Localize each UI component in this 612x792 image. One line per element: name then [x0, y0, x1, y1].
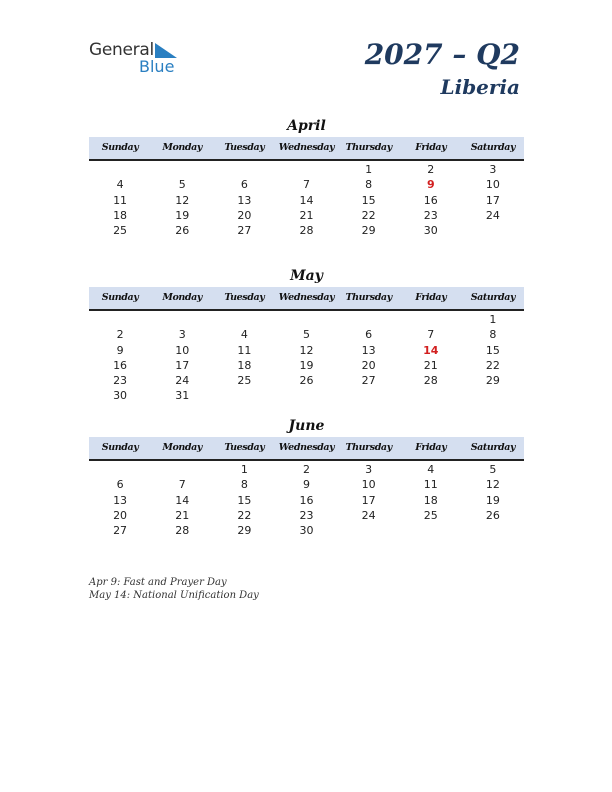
- day-cell: 2: [427, 163, 435, 176]
- day-cell: [462, 523, 524, 538]
- logo: [89, 40, 189, 76]
- day-cell: 11: [113, 193, 128, 207]
- day-cell: 12: [299, 343, 314, 357]
- day-cell: [89, 162, 151, 177]
- day-cell: 28: [175, 524, 190, 538]
- day-cell: 21: [175, 508, 190, 522]
- day-cell: 2: [302, 463, 310, 476]
- day-cell: [275, 388, 337, 403]
- title-block: [365, 38, 520, 100]
- week-row: [89, 523, 524, 538]
- day-cell: [400, 523, 462, 538]
- day-cell: 28: [299, 224, 314, 238]
- day-cell: 15: [485, 343, 500, 357]
- week-row: [89, 477, 524, 492]
- weekday-label: Friday: [415, 142, 447, 153]
- day-cell: [151, 462, 213, 477]
- day-cell: 17: [485, 193, 500, 207]
- day-cell: 6: [116, 478, 124, 492]
- week-row: [89, 343, 524, 358]
- day-cell: 19: [175, 208, 190, 222]
- holiday-note: Apr 9: Fast and Prayer Day: [89, 577, 227, 588]
- week-row: [89, 388, 524, 403]
- day-cell: [213, 388, 275, 403]
- day-cell: 14: [299, 193, 314, 207]
- weekday-label: Friday: [415, 442, 447, 453]
- day-cell: 5: [489, 463, 497, 476]
- day-cell: 18: [423, 493, 438, 507]
- weekday-label: Tuesday: [224, 442, 265, 453]
- weekday-header: [89, 287, 524, 311]
- day-cell: 25: [113, 224, 128, 238]
- weekday-label: Wednesday: [278, 442, 335, 453]
- day-cell: 10: [361, 478, 376, 492]
- weekday-label: Saturday: [470, 442, 516, 453]
- day-cell: 24: [175, 374, 190, 388]
- month-calendar-1: [89, 267, 524, 404]
- weekday-label: Saturday: [470, 292, 516, 303]
- page-title: 2027 – Q2: [364, 38, 520, 71]
- weekday-label: Sunday: [101, 142, 139, 153]
- day-cell: 26: [299, 374, 314, 388]
- day-cell: 13: [361, 343, 376, 357]
- holiday-note: May 14: National Unification Day: [89, 590, 259, 601]
- day-cell: [151, 312, 213, 327]
- day-cell: 7: [178, 478, 186, 492]
- day-cell: [338, 388, 400, 403]
- logo-general-text: General: [89, 40, 154, 60]
- day-cell: 28: [423, 374, 438, 388]
- day-cell: 8: [489, 328, 497, 342]
- day-cell: [275, 312, 337, 327]
- weekday-label: Thursday: [345, 142, 392, 153]
- day-cell: 15: [237, 493, 252, 507]
- day-cell: [275, 162, 337, 177]
- week-row: [89, 312, 524, 327]
- weekday-label: Thursday: [345, 442, 392, 453]
- day-cell: 6: [365, 328, 373, 342]
- month-name: June: [288, 418, 325, 434]
- month-name: May: [290, 268, 323, 284]
- week-row: [89, 358, 524, 373]
- logo-blue-text: Blue: [139, 57, 175, 76]
- day-cell: 31: [175, 389, 190, 403]
- day-cell: 5: [302, 328, 310, 342]
- week-row: [89, 177, 524, 192]
- day-cell: 27: [361, 374, 376, 388]
- week-row: [89, 208, 524, 223]
- day-cell: [89, 462, 151, 477]
- country-name: Liberia: [440, 75, 520, 99]
- day-cell: 26: [485, 508, 500, 522]
- day-cell: 11: [237, 343, 252, 357]
- day-cell: 2: [116, 328, 124, 342]
- day-cell: 29: [485, 374, 500, 388]
- holiday-day-cell: 14: [423, 343, 439, 357]
- day-cell: 14: [175, 493, 190, 507]
- day-cell: 23: [423, 208, 438, 222]
- week-row: [89, 493, 524, 508]
- day-cell: 16: [113, 358, 128, 372]
- day-cell: 16: [423, 193, 438, 207]
- day-cell: 1: [240, 463, 248, 476]
- day-cell: [400, 388, 462, 403]
- day-cell: 10: [175, 343, 190, 357]
- day-cell: 22: [237, 508, 252, 522]
- day-cell: 1: [365, 163, 373, 176]
- weekday-label: Monday: [162, 142, 203, 153]
- day-cell: 29: [361, 224, 376, 238]
- day-cell: 21: [423, 358, 438, 372]
- day-cell: 22: [361, 208, 376, 222]
- day-cell: 8: [240, 478, 248, 492]
- week-row: [89, 508, 524, 523]
- day-cell: 20: [361, 358, 376, 372]
- month-calendar-2: [89, 417, 524, 538]
- day-cell: 26: [175, 224, 190, 238]
- holiday-notes: [89, 576, 259, 602]
- day-cell: 21: [299, 208, 314, 222]
- day-cell: 4: [427, 463, 435, 476]
- day-cell: 24: [485, 208, 500, 222]
- day-cell: 24: [361, 508, 376, 522]
- week-row: [89, 462, 524, 477]
- day-cell: 27: [237, 224, 252, 238]
- day-cell: 18: [113, 208, 128, 222]
- day-cell: [400, 312, 462, 327]
- day-cell: 3: [489, 163, 497, 176]
- day-cell: [213, 162, 275, 177]
- weekday-label: Monday: [162, 442, 203, 453]
- weekday-label: Tuesday: [224, 142, 265, 153]
- day-cell: 9: [116, 343, 124, 357]
- day-cell: [462, 223, 524, 238]
- day-cell: 17: [175, 358, 190, 372]
- day-cell: 30: [299, 524, 314, 538]
- day-cell: 6: [240, 178, 248, 192]
- day-cell: 18: [237, 358, 252, 372]
- weekday-label: Wednesday: [278, 292, 335, 303]
- day-cell: 30: [113, 389, 128, 403]
- day-cell: 17: [361, 493, 376, 507]
- day-cell: [151, 162, 213, 177]
- weekday-label: Sunday: [101, 442, 139, 453]
- day-cell: 23: [113, 374, 128, 388]
- day-cell: 5: [178, 178, 186, 192]
- day-cell: 25: [237, 374, 252, 388]
- day-cell: 4: [116, 178, 124, 192]
- weekday-header: [89, 137, 524, 161]
- holiday-day-cell: 9: [426, 178, 435, 192]
- day-cell: 3: [365, 463, 373, 476]
- month-calendar-0: [89, 117, 524, 238]
- week-row: [89, 193, 524, 208]
- day-cell: [89, 312, 151, 327]
- weekday-label: Saturday: [470, 142, 516, 153]
- day-cell: 12: [485, 478, 500, 492]
- day-cell: 22: [485, 358, 500, 372]
- day-cell: 19: [299, 358, 314, 372]
- week-row: [89, 162, 524, 177]
- day-cell: 8: [365, 178, 373, 192]
- day-cell: 29: [237, 524, 252, 538]
- day-cell: 23: [299, 508, 314, 522]
- day-cell: 30: [423, 224, 438, 238]
- day-cell: 25: [423, 508, 438, 522]
- day-cell: 1: [489, 313, 497, 326]
- week-row: [89, 327, 524, 342]
- weekday-label: Sunday: [101, 292, 139, 303]
- weekday-label: Tuesday: [224, 292, 265, 303]
- week-row: [89, 223, 524, 238]
- day-cell: 12: [175, 193, 190, 207]
- weekday-header: [89, 437, 524, 461]
- day-cell: 7: [302, 178, 310, 192]
- day-cell: 9: [302, 478, 310, 492]
- day-cell: 7: [427, 328, 435, 342]
- day-cell: 11: [423, 478, 438, 492]
- month-name: April: [287, 118, 326, 134]
- day-cell: 16: [299, 493, 314, 507]
- day-cell: [338, 312, 400, 327]
- weekday-label: Wednesday: [278, 142, 335, 153]
- day-cell: 13: [237, 193, 252, 207]
- day-cell: 19: [485, 493, 500, 507]
- day-cell: 4: [240, 328, 248, 342]
- week-row: [89, 373, 524, 388]
- day-cell: 3: [178, 328, 186, 342]
- day-cell: 10: [485, 178, 500, 192]
- day-cell: 27: [113, 524, 128, 538]
- day-cell: 15: [361, 193, 376, 207]
- day-cell: 20: [113, 508, 128, 522]
- weekday-label: Friday: [415, 292, 447, 303]
- day-cell: [338, 523, 400, 538]
- day-cell: [213, 312, 275, 327]
- day-cell: [462, 388, 524, 403]
- weekday-label: Monday: [162, 292, 203, 303]
- weekday-label: Thursday: [345, 292, 392, 303]
- day-cell: 13: [113, 493, 128, 507]
- day-cell: 20: [237, 208, 252, 222]
